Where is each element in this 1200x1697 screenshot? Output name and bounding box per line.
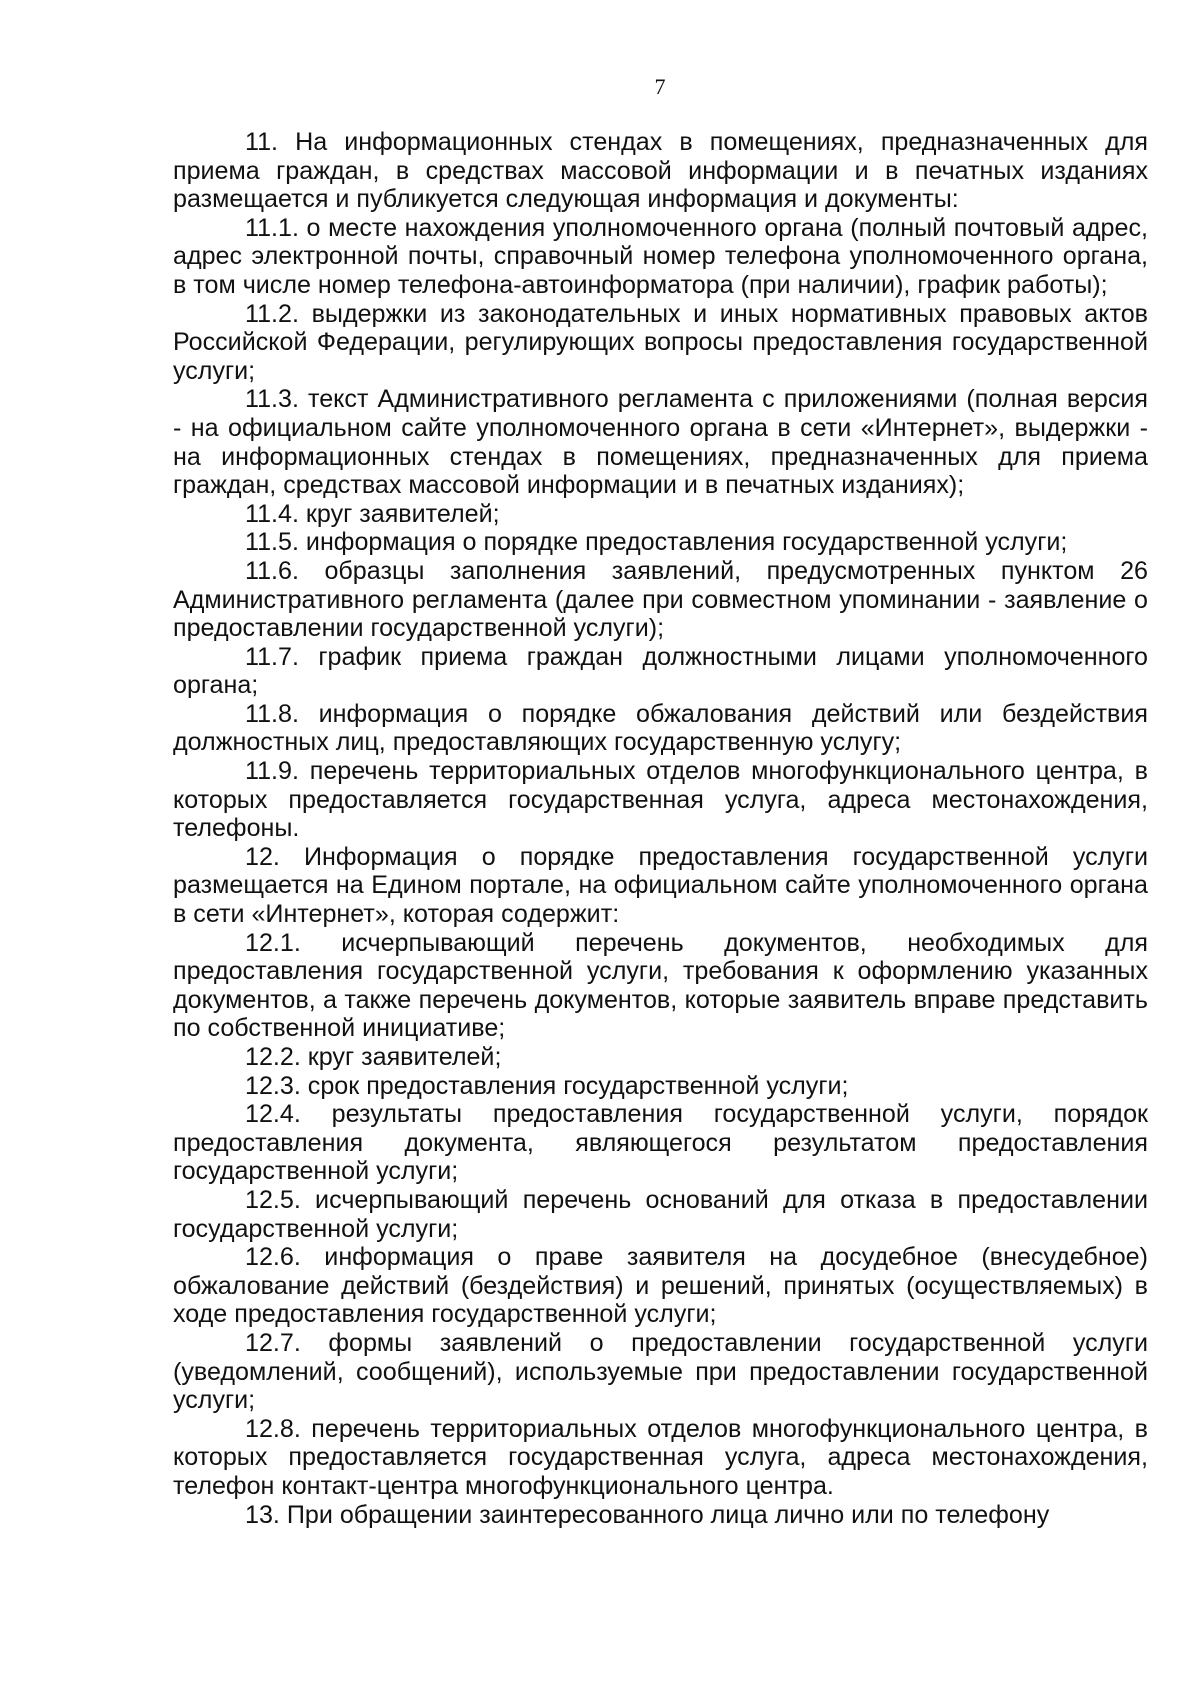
paragraph-12-4: 12.4. результаты предоставления государственной услуги, порядок предоставления документа, являющегося результатом предоставления государственной услуги; (173, 1100, 1148, 1186)
paragraph-12: 12. Информация о порядке предоставления государственной услуги размещается на Едином портале, на официальном сайте уполномоченного органа в сети «Интернет», которая содержит: (173, 842, 1148, 929)
paragraph-12-6: 12.6. информация о праве заявителя на досудебное (внесудебное) обжалование действий (бездействия) и решений, принятых (осуществляемых) в ходе предоставления государственной услуги; (173, 1243, 1148, 1329)
paragraph-11-3: 11.3. текст Административного регламента с приложениями (полная версия - на официальном сайте уполномоченного органа в сети «Интернет», выдержки - на информационных стендах в помещениях, предназначенных для приема граждан, средствах массовой информации и в печатных изданиях); (173, 385, 1148, 500)
paragraph-13: 13. При обращении заинтересованного лица лично или по телефону (245, 1500, 1050, 1529)
paragraph-11-6: 11.6. образцы заполнения заявлений, предусмотренных пунктом 26 Административного регламента (далее при совместном упоминании - заявление о предоставлении государственной услуги); (173, 556, 1148, 643)
paragraph-11-1: 11.1. о месте нахождения уполномоченного органа (полный почтовый адрес, адрес электронной почты, справочный номер телефона уполномоченного органа, в том числе номер телефона-автоинформатора (при наличии), график работы); (173, 213, 1148, 299)
paragraph-11-4: 11.4. круг заявителей; (245, 499, 500, 528)
paragraph-11-2: 11.2. выдержки из законодательных и иных нормативных правовых актов Российской Федерации, регулирующих вопросы предоставления государственной услуги; (173, 299, 1148, 385)
paragraph-12-5: 12.5. исчерпывающий перечень оснований для отказа в предоставлении государственной услуги; (173, 1185, 1148, 1243)
paragraph-11-7: 11.7. график приема граждан должностными лицами уполномоченного органа; (173, 642, 1148, 700)
paragraph-12-2: 12.2. круг заявителей; (245, 1043, 502, 1071)
document-body (173, 128, 1148, 1529)
paragraph-12-1: 12.1. исчерпывающий перечень документов, необходимых для предоставления государственной услуги, требования к оформлению указанных документов, а также перечень документов, которые заявитель вправе представить по собственной инициативе; (173, 928, 1148, 1043)
paragraph-11-9: 11.9. перечень территориальных отделов многофункционального центра, в которых предоставляется государственная услуга, адреса местонахождения, телефоны. (173, 757, 1148, 843)
paragraph-12-3: 12.3. срок предоставления государственной услуги; (245, 1071, 849, 1100)
paragraph-12-8: 12.8. перечень территориальных отделов многофункционального центра, в которых предоставляется государственная услуга, адреса местонахождения, телефон контакт-центра многофункционального центра. (173, 1414, 1148, 1500)
paragraph-12-7: 12.7. формы заявлений о предоставлении государственной услуги (уведомлений, сообщений), используемые при предоставлении государственной услуги; (173, 1328, 1148, 1415)
page-number: 7 (654, 74, 666, 99)
paragraph-11: 11. На информационных стендах в помещениях, предназначенных для приема граждан, в средствах массовой информации и в печатных изданиях размещается и публикуется следующая информация и документы: (173, 128, 1148, 214)
paragraph-11-8: 11.8. информация о порядке обжалования действий или бездействия должностных лиц, предоставляющих государственную услугу; (173, 699, 1148, 757)
paragraph-11-5: 11.5. информация о порядке предоставления государственной услуги; (245, 528, 1068, 557)
